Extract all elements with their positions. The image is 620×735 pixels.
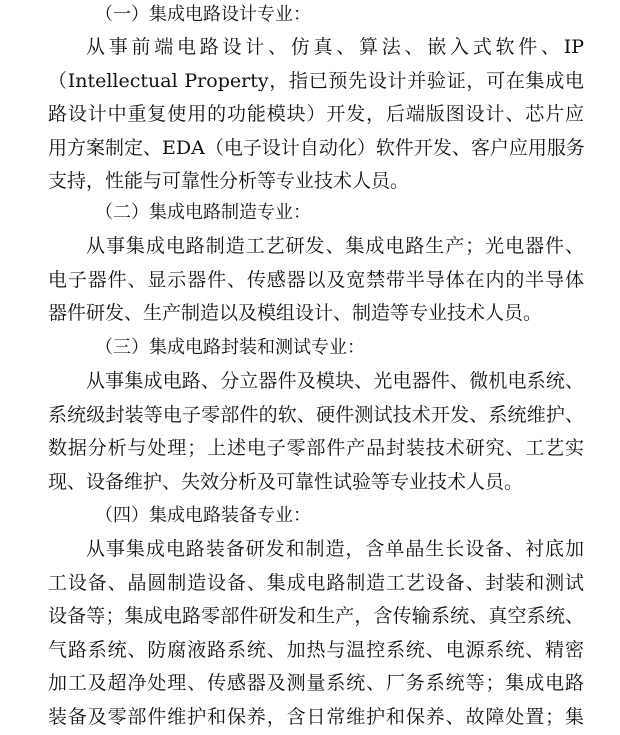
paragraph-line: 从事集成电路装备研发和制造，含单晶生长设备、衬底加: [86, 538, 584, 560]
paragraph-line: 支持，性能与可靠性分析等专业技术人员。: [48, 170, 410, 193]
paragraph-line: 从事前端电路设计、仿真、算法、嵌入式软件、IP: [86, 36, 584, 58]
paragraph-line: 用方案制定、EDA（电子设计自动化）软件开发、客户应用服务: [48, 136, 585, 159]
section-heading-manufacturing: （二）集成电路制造专业：: [95, 202, 311, 223]
paragraph-line: （Intellectual Property，指已预先设计并验证，可在集成电: [48, 69, 584, 92]
section-heading-equipment: （四）集成电路装备专业：: [95, 505, 311, 526]
paragraph-equipment: [48, 533, 584, 735]
paragraph-line: 装备及零部件维护和保养，含日常维护和保养、故障处置；集: [48, 705, 584, 728]
paragraph-manufacturing: [48, 230, 584, 331]
paragraph-line: 现、设备维护、失效分析及可靠性试验等专业技术人员。: [48, 470, 524, 493]
section-heading-design: （一）集成电路设计专业：: [95, 4, 311, 25]
section-heading-packaging-testing: （三）集成电路封装和测试专业：: [95, 337, 365, 358]
paragraph-line: 加工及超净处理、传感器及测量系统、厂务系统等；集成电路: [48, 672, 584, 695]
paragraph-line: 系统级封装等电子零部件的软、硬件测试技术开发、系统维护、: [48, 403, 584, 426]
paragraph-line: 设备等；集成电路零部件研发和生产，含传输系统、真空系统、: [48, 605, 584, 628]
paragraph-line: 工设备、晶圆制造设备、集成电路制造工艺设备、封装和测试: [48, 571, 584, 594]
paragraph-packaging-testing: [48, 365, 584, 499]
paragraph-line: 从事集成电路制造工艺研发、集成电路生产；光电器件、: [86, 235, 584, 257]
paragraph-line: 数据分析与处理；上述电子零部件产品封装技术研究、工艺实: [48, 437, 584, 460]
paragraph-design: [48, 31, 584, 199]
paragraph-line: 电子器件、显示器件、传感器以及宽禁带半导体在内的半导体: [48, 268, 584, 291]
paragraph-line: 路设计中重复使用的功能模块）开发，后端版图设计、芯片应: [48, 103, 584, 126]
paragraph-line: 气路系统、防腐液路系统、加热与温控系统、电源系统、精密: [48, 638, 584, 661]
paragraph-line: 从事集成电路、分立器件及模块、光电器件、微机电系统、: [86, 370, 584, 392]
paragraph-line: 器件研发、生产制造以及模组设计、制造等专业技术人员。: [48, 302, 543, 325]
